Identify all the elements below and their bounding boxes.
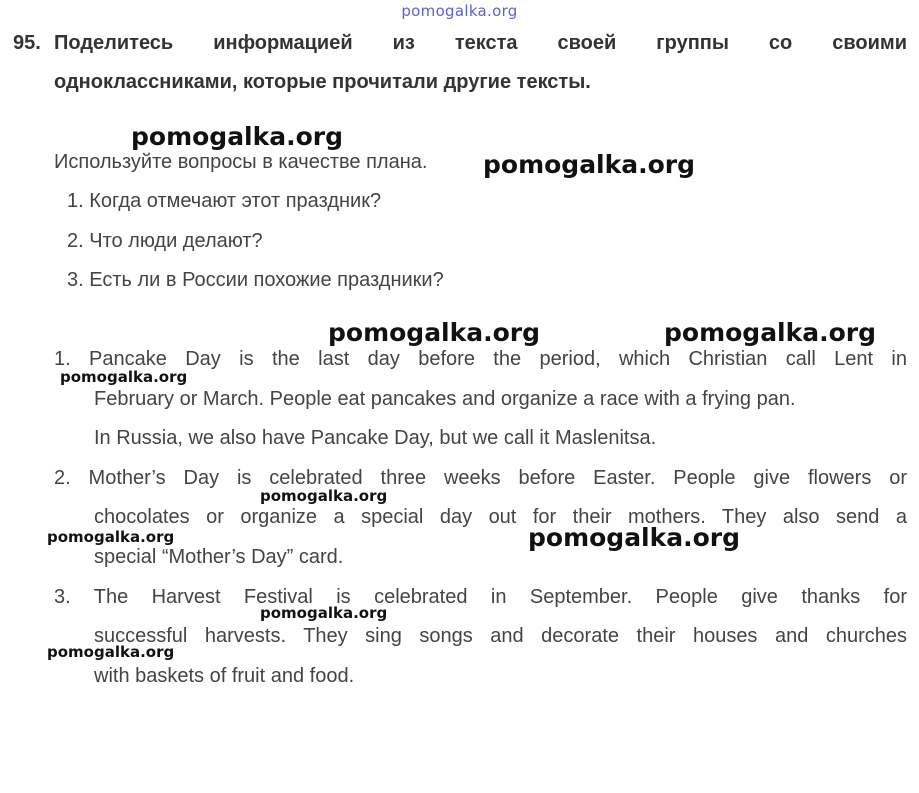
instruction-text: Используйте вопросы в качестве плана. <box>54 151 428 173</box>
answer-1-line-2: February or March. People eat pancakes and organize a race with a frying pan. <box>94 388 796 410</box>
watermark: pomogalka.org <box>483 150 696 179</box>
answer-2-line-2: chocolates or organize a special day out for their mothers. They also send a <box>94 506 907 528</box>
watermark: pomogalka.org <box>47 643 175 661</box>
watermark: pomogalka.org <box>328 318 541 347</box>
task-title-line-2: одноклассниками, которые прочитали другие тексты. <box>54 71 591 93</box>
answer-1-line-3: In Russia, we also have Pancake Day, but we call it Maslenitsa. <box>94 427 657 449</box>
task-number: 95. <box>13 32 41 54</box>
answer-1-line-1: 1. Pancake Day is the last day before the period, which Christian call Lent in <box>54 348 907 370</box>
task-title-line-1: Поделитесь информацией из текста своей группы со своими <box>54 32 907 54</box>
watermark: pomogalka.org <box>60 368 188 386</box>
answer-2-line-3: special “Mother’s Day” card. <box>94 546 344 568</box>
site-header: pomogalka.org <box>401 2 518 20</box>
question-2: 2. Что люди делают? <box>67 230 263 252</box>
answer-3-line-3: with baskets of fruit and food. <box>94 665 355 687</box>
watermark: pomogalka.org <box>131 122 344 151</box>
watermark: pomogalka.org <box>664 318 877 347</box>
question-1: 1. Когда отмечают этот праздник? <box>67 190 382 212</box>
watermark: pomogalka.org <box>528 523 741 552</box>
answer-2-line-1: 2. Mother’s Day is celebrated three weeks before Easter. People give flowers or <box>54 467 907 489</box>
watermark: pomogalka.org <box>260 604 388 622</box>
answer-3-line-2: successful harvests. They sing songs and decorate their houses and churches <box>94 625 907 647</box>
watermark: pomogalka.org <box>47 528 175 546</box>
answer-3-line-1: 3. The Harvest Festival is celebrated in September. People give thanks for <box>54 586 907 608</box>
watermark: pomogalka.org <box>260 487 388 505</box>
question-3: 3. Есть ли в России похожие праздники? <box>67 269 444 291</box>
